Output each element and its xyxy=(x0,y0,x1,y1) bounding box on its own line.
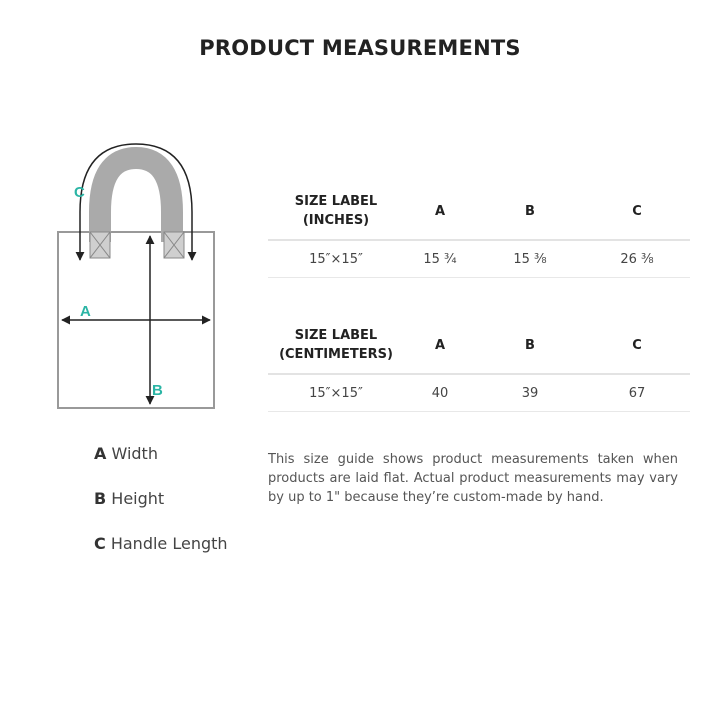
measurement-legend xyxy=(94,443,228,578)
handle-attachment-left xyxy=(90,232,110,258)
table-header-row xyxy=(268,317,690,374)
cell-b: 15 ⅜ xyxy=(476,240,584,278)
table-row xyxy=(268,240,690,278)
header-size-label: SIZE LABEL (INCHES) xyxy=(268,183,404,240)
cell-c: 26 ⅜ xyxy=(584,240,690,278)
size-guide-note: This size guide shows product measurements taken when products are laid flat. Actual product measurements may vary by up to 1" because they’re custom-made by hand. xyxy=(268,452,678,505)
legend-item-handle-length: C Handle Length xyxy=(94,534,228,553)
cell-size: 15″×15″ xyxy=(268,374,404,412)
header-c: C xyxy=(584,183,690,240)
page-title: PRODUCT MEASUREMENTS xyxy=(199,36,521,60)
size-table-centimeters xyxy=(268,317,690,412)
cell-a: 15 ¾ xyxy=(404,240,476,278)
label-b: B xyxy=(152,382,163,399)
legend-item-height: B Height xyxy=(94,489,165,508)
bag-handle xyxy=(100,158,172,242)
size-table-inches xyxy=(268,183,690,278)
header-b: B xyxy=(476,317,584,374)
label-a: A xyxy=(80,303,91,320)
tote-bag-diagram xyxy=(40,130,240,430)
cell-b: 39 xyxy=(476,374,584,412)
header-c: C xyxy=(584,317,690,374)
table-header-row xyxy=(268,183,690,240)
cell-size: 15″×15″ xyxy=(268,240,404,278)
header-a: A xyxy=(404,317,476,374)
handle-attachment-right xyxy=(164,232,184,258)
cell-a: 40 xyxy=(404,374,476,412)
header-a: A xyxy=(404,183,476,240)
header-size-label: SIZE LABEL (CENTIMETERS) xyxy=(268,317,404,374)
header-b: B xyxy=(476,183,584,240)
table-row xyxy=(268,374,690,412)
label-c: C xyxy=(74,184,85,201)
cell-c: 67 xyxy=(584,374,690,412)
legend-item-width: A Width xyxy=(94,444,158,463)
